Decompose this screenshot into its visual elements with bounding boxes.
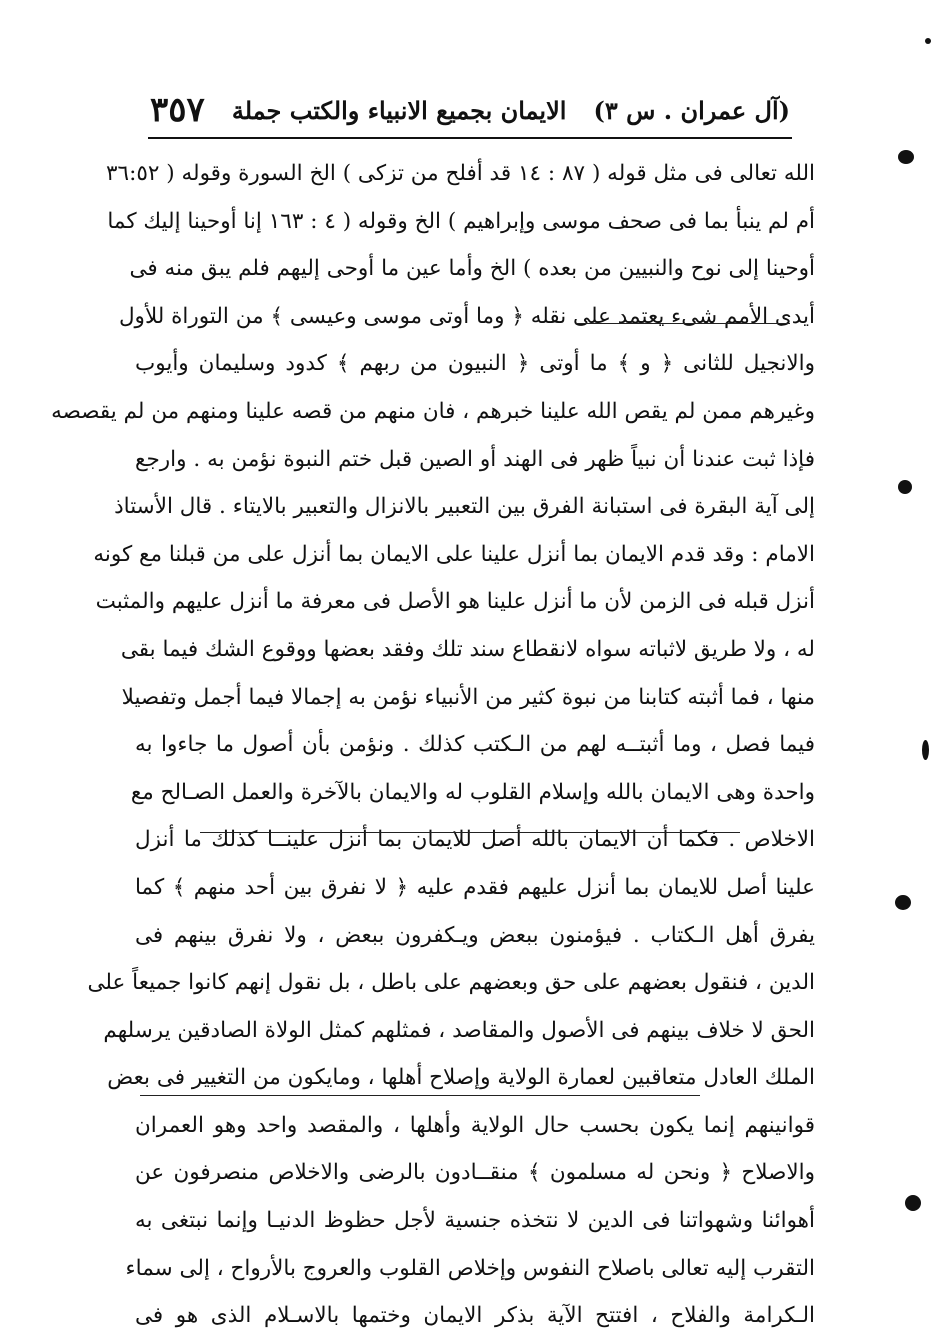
text-line: يفرق أهل الـكتاب . فيؤمنون ببعض ويـكفرون ببعض ، ولا نفرق بينهم فى [135,922,815,948]
scan-speck [922,740,929,760]
text-line: التقرب إليه تعالى باصلاح النفوس وإخلاص القلوب والعروج بالأرواح ، إلى سماء [125,1255,815,1281]
text-line: الحق لا خلاف بينهم فى الأصول والمقاصد ، فمثلهم كمثل الولاة الصادقين يرسلهم [103,1017,815,1043]
text-line: وغيرهم ممن لم يقص الله علينا خبرهم ، فان منهم من قصه علينا ومنهم من لم يقصصه [51,398,815,424]
text-line: قوانينهم إنما يكون بحسب حال الولاية وأهلها ، والمقصد واحد وهو العمران [135,1112,815,1138]
running-header [150,90,790,130]
text-line: الملك العادل متعاقبين لعمارة الولاية وإصلاح أهلها ، ومايكون من التغيير فى بعض [107,1065,815,1091]
pen-underline [200,832,740,833]
text-line: منها ، فما أثبته كتابنا من نبوة كثير من الأنبياء نؤمن به إجمالا فيما أجمل وتفصيلا [121,684,815,710]
text-line: الامام : وقد قدم الايمان بما أنزل علينا على الايمان بما أنزل على من قبلنا مع كونه [93,541,815,567]
pen-underline [575,323,790,324]
text-line: فإذا ثبت عندنا أن نبياً ظهر فى الهند أو الصين قبل ختم النبوة نؤمن به . وارجع [135,446,815,472]
scan-speck [898,480,912,494]
text-line: والاصلاح ﴿ ونحن له مسلمون ﴾ منقــادون بالرضى والاخلاص منصرفون عن [135,1160,815,1186]
pen-underline [140,1095,700,1096]
text-line: الدين ، فنقول بعضهم على حق وبعضهم على باطل ، بل نقول إنهم كانوا جميعاً على [87,970,815,996]
text-line: إلى آية البقرة فى استبانة الفرق بين التعبير بالانزال والتعبير بالايتاء . قال الأستاذ [114,494,815,520]
text-line: فيما فصل ، وما أثبتــه لهم من الـكتب كذلك . ونؤمن بأن أصول ما جاءوا به [135,732,815,758]
text-line: أهوائنا وشهواتنا فى الدين لا نتخذه جنسية لأجل حظوظ الدنيـا وإنما نبتغى به [135,1208,815,1234]
header-title: الايمان بجميع الانبياء والكتب جملة [231,95,567,125]
body-text [51,150,815,1340]
scan-speck [895,895,911,910]
text-line: له ، ولا طريق لاثباته سواه لانقطاع سند تلك وفقد بعضها ووقوع الشك فيما بقى [120,636,815,662]
text-line: علينا أصل للايمان بما أنزل عليهم فقدم عليه ﴿ لا نفرق بين أحد منهم ﴾ كما [135,874,815,900]
scan-speck [898,150,914,164]
text-line: أنزل قبله فى الزمن لأن ما أنزل علينا هو الأصل فى معرفة ما أنزل عليهم والمثبت [95,589,815,615]
text-line: والانجيل للثانى ﴿ و ﴾ ما أوتى ﴿ النبيون من ربهم ﴾ كدود وسليمان وأيوب [135,351,815,377]
page-number: ٣٥٧ [150,90,205,130]
text-line: الـكرامة والفلاح ، افتتح الآية بذكر الايمان وختمها بالاسـلام الذى هو فى [135,1303,815,1329]
header-rule [148,137,792,139]
text-line: الله تعالى فى مثل قوله ( ٨٧ : ١٤ قد أفلح من تزكى ) الخ السورة وقوله ( ٣٦:٥٢ [106,161,815,186]
text-line: أيدى الأمم شىء يعتمد على نقله ﴿ وما أوتى موسى وعيسى ﴾ من التوراة للأول [118,303,815,329]
scan-speck [925,38,931,44]
text-line: أوحينا إلى نوح والنبيين من بعده ) الخ وأما عين ما أوحى إليهم فلم يبق منه فى [129,256,815,282]
text-line: واحدة وهى الايمان بالله وإسلام القلوب له والايمان بالآخرة والعمل الصـالح مع [130,779,815,805]
text-line: أم لم ينبأ بما فى صحف موسى وإبراهيم ) الخ وقوله ( ٤ : ١٦٣ إنا أوحينا إليك كما [107,208,815,234]
header-surah-reference: (آل عمران . س ٣) [593,95,790,125]
scan-speck [905,1195,921,1211]
text-line: الاخلاص . فكما أن الايمان بالله أصل للايمان بما أنزل علينــا كذلك ما أنزل [135,827,815,853]
